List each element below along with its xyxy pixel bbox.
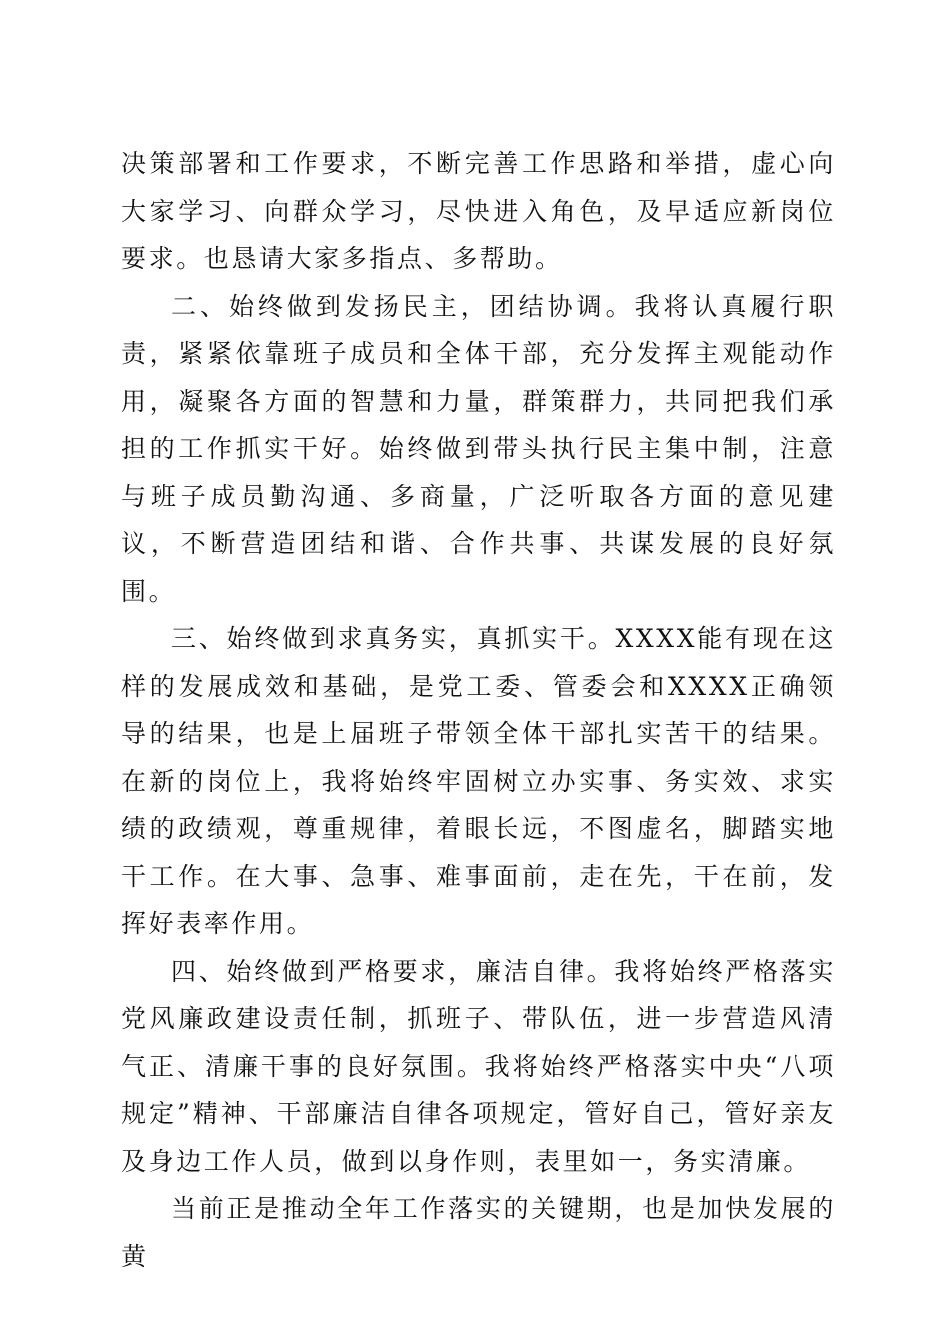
paragraph-text: 我将认真履行职责，紧紧依靠班子成员和全体干部，充分发挥主观能动作用，凝聚各方面的智慧和力量，群策群力，共同把我们承担的工作抓实干好。始终做到带头执行民主集中制，注意与班子成员勤沟通、多商量，广泛听取各方面的意见建议，不断营造团结和谐、合作共事、共谋发展的良好氛围。 — [121, 291, 836, 606]
paragraph-section-two — [121, 283, 836, 616]
paragraph-text: 我将始终严格落实党风廉政建设责任制，抓班子、带队伍，进一步营造风清气正、清廉干事的良好氛围。我将始终严格落实中央“八项规定”精神、干部廉洁自律各项规定，管好自己，管好亲友及身边工作人员，做到以身作则，表里如一，务实清廉。 — [121, 956, 836, 1176]
section-heading: 二、始终做到发扬民主，团结协调。 — [171, 291, 635, 321]
paragraph-section-three — [121, 615, 836, 948]
paragraph-section-four — [121, 948, 836, 1186]
section-heading: 三、始终做到求真务实，真抓实干。 — [171, 624, 616, 653]
paragraph-text: XXXX能有现在这样的发展成效和基础，是党工委、管委会和XXXX正确领导的结果，也是上届班子带领全体干部扎实苦干的结果。在新的岗位上，我将始终牢固树立办实事、务实效、求实绩的政绩观，尊重规律，着眼长远，不图虚名，脚踏实地干工作。在大事、急事、难事面前，走在先，干在前，发挥好表率作用。 — [121, 624, 836, 938]
paragraph-text: 当前正是推动全年工作落实的关键期，也是加快发展的黄 — [121, 1194, 836, 1271]
section-heading: 四、始终做到严格要求，廉洁自律。 — [171, 956, 615, 986]
paragraph-text: 决策部署和工作要求，不断完善工作思路和举措，虚心向大家学习、向群众学习，尽快进入角色，及早适应新岗位要求。也恳请大家多指点、多帮助。 — [121, 149, 836, 273]
paragraph-continuation — [121, 140, 836, 283]
paragraph-closing — [121, 1185, 836, 1280]
document-body — [121, 140, 836, 1280]
